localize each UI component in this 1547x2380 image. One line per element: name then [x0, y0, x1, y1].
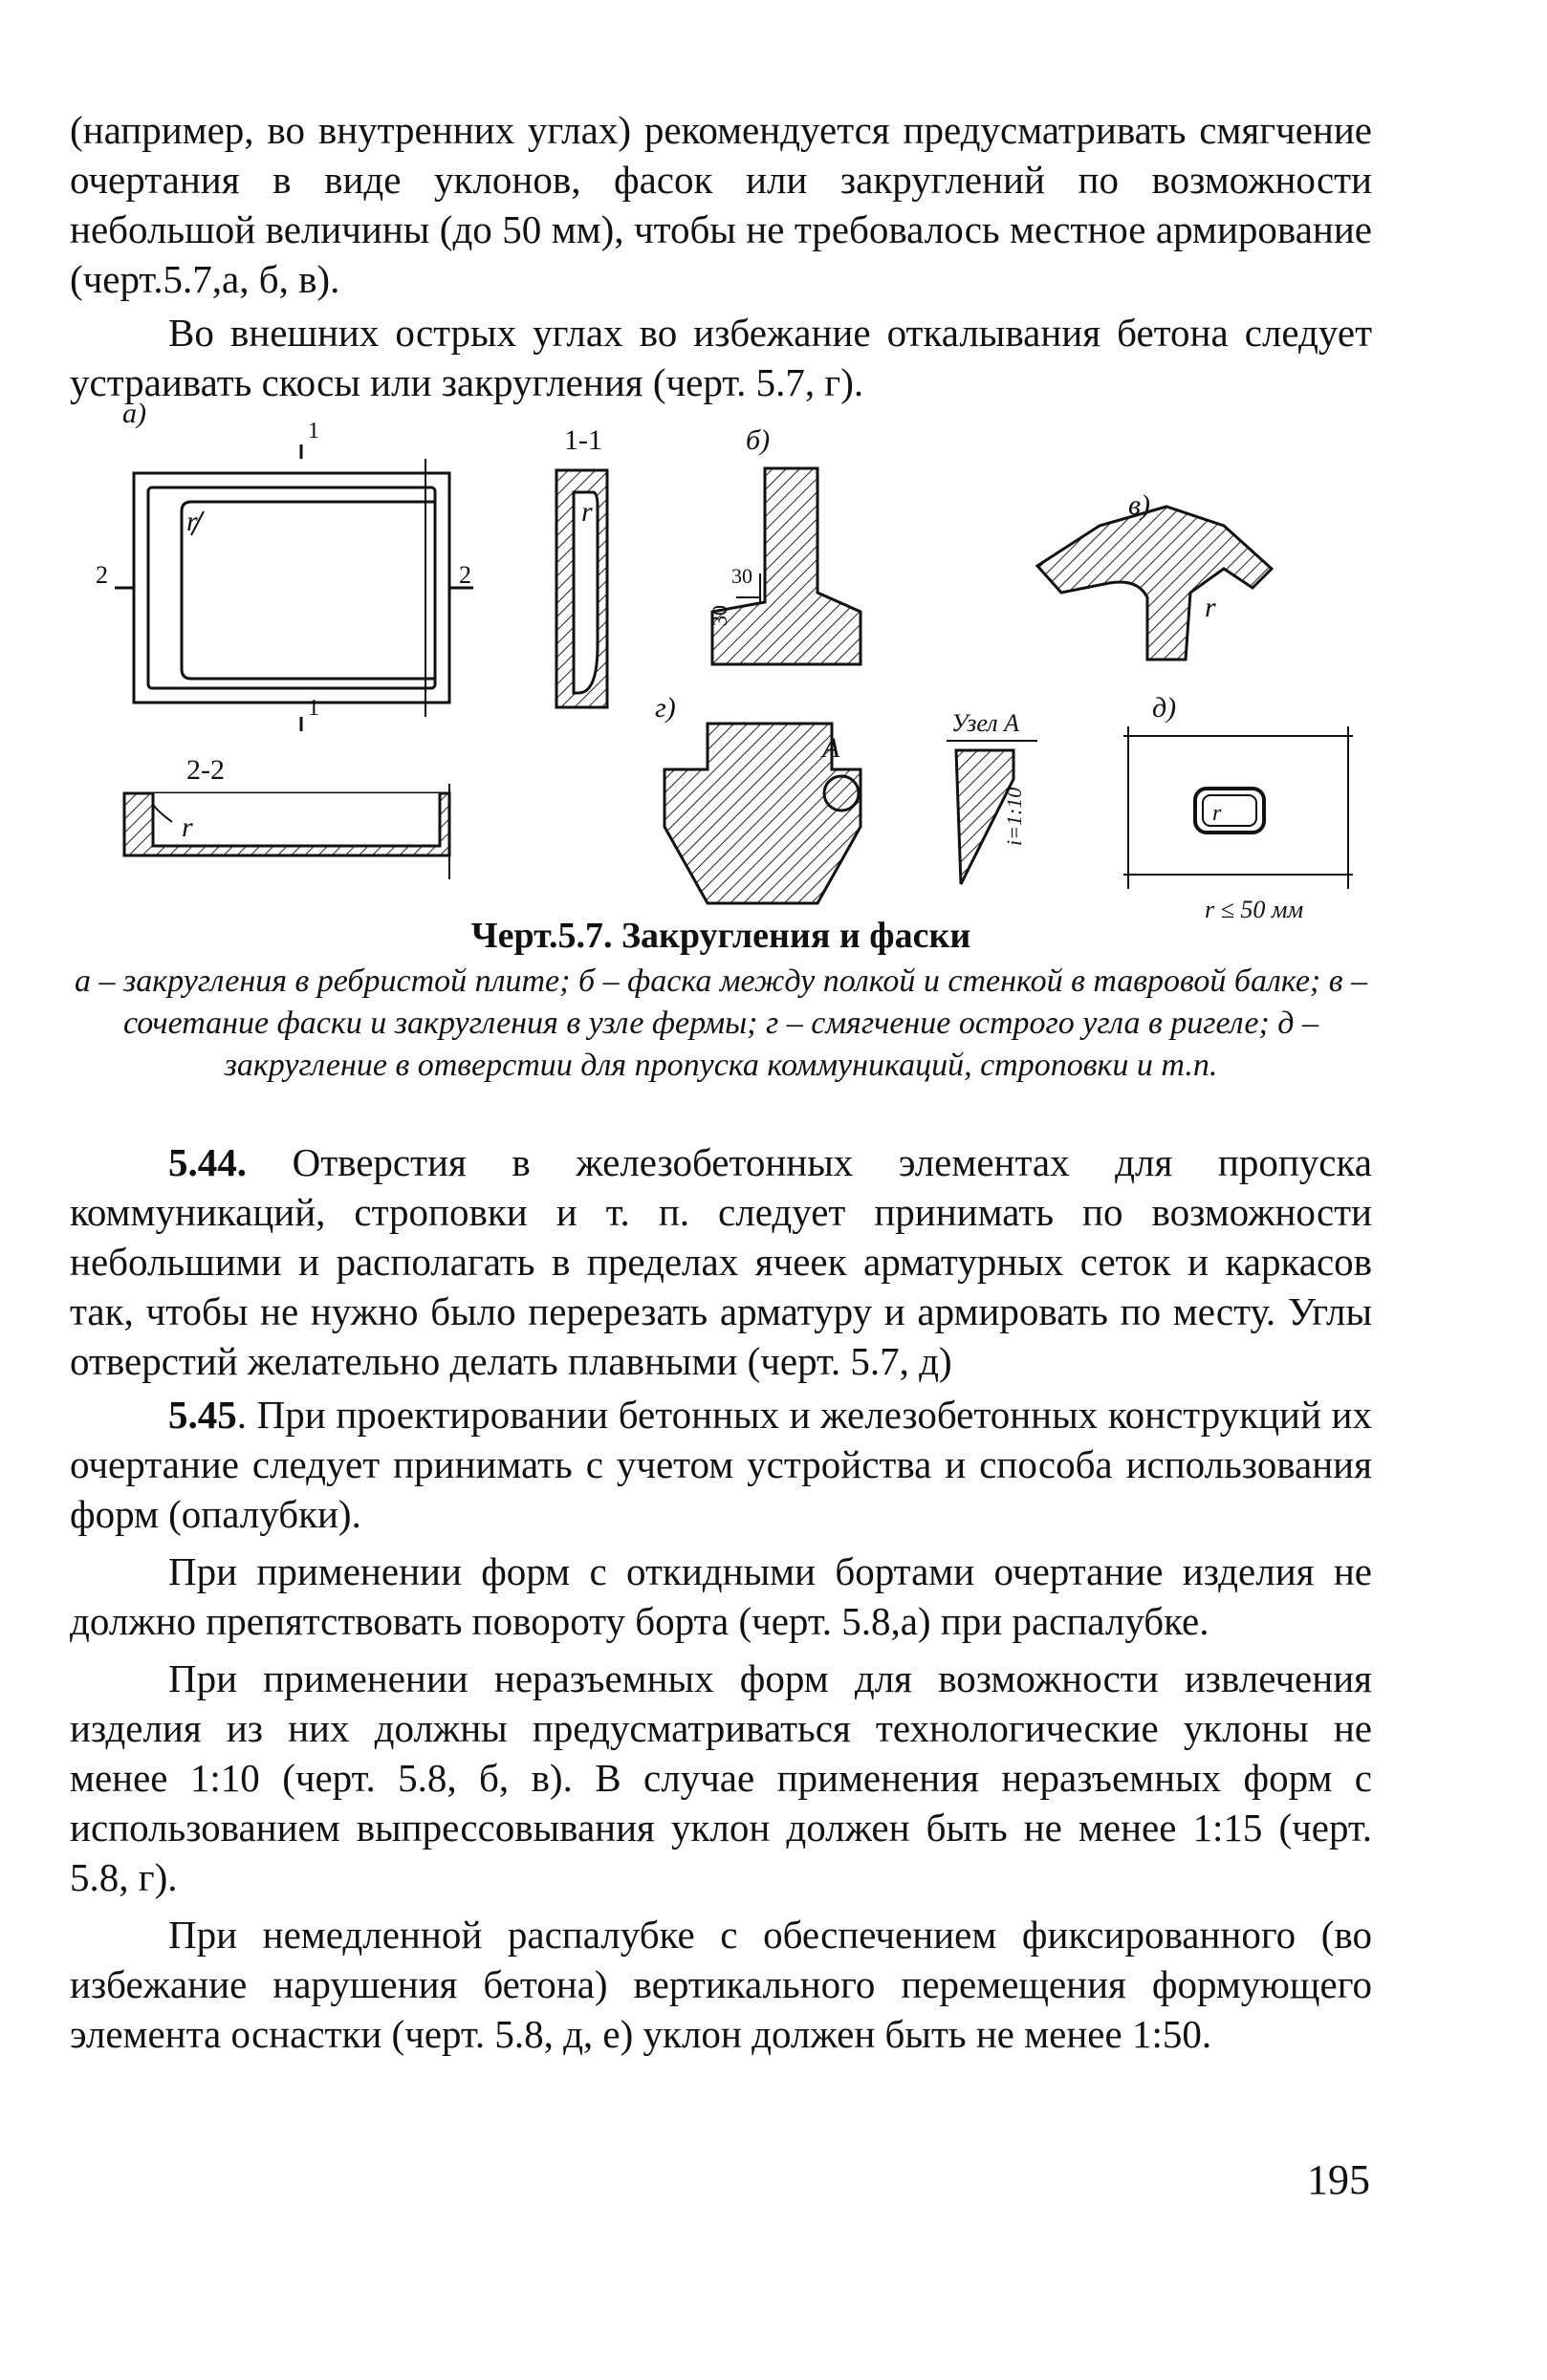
- paragraph-3: При немедленной распалубке с обеспечением фиксированного (во избежание нарушения бетона) вертикального перемещения формующего элемента оснастки (черт. 5.8, д, е) уклон должен быть не менее 1:50.: [70, 1913, 1372, 2056]
- label-section-1-1: 1-1: [564, 424, 602, 456]
- label-slope: i=1:10: [1002, 787, 1026, 846]
- label-r-plan: r: [186, 506, 198, 537]
- section-5-45-number: 5.45: [168, 1393, 237, 1437]
- paragraph-2: При применении неразъемных форм для возможности извлечения изделия из них должны предусматриваться технологические уклоны не менее 1:10 (черт. 5.8, б, в). В случае применения неразъемных форм с использованием выпрессовывания уклон должен быть не менее 1:15 (черт. 5.8, г).: [70, 1656, 1372, 1899]
- label-section-2-2: 2-2: [186, 754, 225, 786]
- label-node-a: А: [822, 732, 840, 764]
- label-dim-30-vertical: 30: [708, 605, 731, 626]
- section-5-44-text: Отверстия в железобетонных элементах для пропуска коммуникаций, строповки и т. п. следует принимать по возможности небольшими и располагать в пределах ячеек арматурных сеток и каркасов так, чтобы не нужно было перерезать арматуру и армировать по месту. Углы отверстий желательно делать плавными (черт. 5.7, д): [70, 1140, 1372, 1383]
- label-r-1-1: r: [581, 496, 593, 528]
- section-5-45: [70, 1390, 1372, 1539]
- page-number: 195: [1307, 2156, 1370, 2203]
- label-dim-30-horizontal: 30: [731, 564, 752, 588]
- drawing-v-truss-node: [1037, 507, 1272, 660]
- drawing-a-plan: [115, 444, 473, 731]
- label-r-opening: r: [1212, 801, 1222, 826]
- label-r-section: r: [182, 811, 193, 843]
- paragraph-1: При применении форм с откидными бортами очертание изделия не должно препятствовать повороту борта (черт. 5.8,а) при распалубке.: [70, 1549, 1372, 1643]
- label-cut-1-top: 1: [308, 419, 319, 444]
- section-5-44: [70, 1137, 1372, 1386]
- caption-description: а – закругления в ребристой плите; б – фаска между полкой и стенкой в тавровой балке; в – сочетание фаски и закругления в узле фермы; г – смягчение острого угла в ригеле; д – закругление в отверстии для пропуска коммуникаций, строповки и т.п.: [74, 963, 1368, 1083]
- body-text: [70, 1137, 1372, 2059]
- section-5-44-number: 5.44.: [168, 1140, 247, 1184]
- label-a: а): [122, 401, 146, 429]
- intro-paragraph-2: Во внешних острых углах во избежание откалывания бетона следует устраивать скосы или закругления (черт. 5.7, г).: [70, 311, 1372, 404]
- figure-5-7: [96, 401, 1377, 937]
- label-v: в): [1128, 489, 1151, 521]
- drawing-d-opening: [1123, 726, 1353, 889]
- label-node-a-title: Узел А: [951, 709, 1019, 737]
- intro-paragraph-1: (например, во внутренних углах) рекомендуется предусматривать смягчение очертания в виде уклонов, фасок или закруглений по возможности небольшой величины (до 50 мм), чтобы не требовалось местное армирование (черт.5.7,а, б, в).: [70, 108, 1372, 301]
- label-d: д): [1152, 692, 1177, 724]
- label-b: б): [746, 424, 771, 456]
- label-r-limit: r ≤ 50 мм: [1205, 896, 1304, 923]
- intro-text: [70, 105, 1372, 407]
- label-cut-2-left: 2: [96, 561, 108, 589]
- caption-title: Черт.5.7. Закругления и фаски: [470, 916, 971, 956]
- label-cut-2-right: 2: [459, 561, 471, 589]
- drawing-a-section-2-2: [124, 784, 449, 879]
- section-5-45-text: . При проектировании бетонных и железобетонных конструкций их очертание следует принимать с учетом устройства и способа использования форм (опалубки).: [70, 1393, 1372, 1536]
- label-g: г): [655, 692, 676, 724]
- figure-caption: [70, 913, 1372, 1087]
- label-r-truss: r: [1205, 592, 1216, 623]
- label-cut-1-bottom: 1: [308, 696, 319, 721]
